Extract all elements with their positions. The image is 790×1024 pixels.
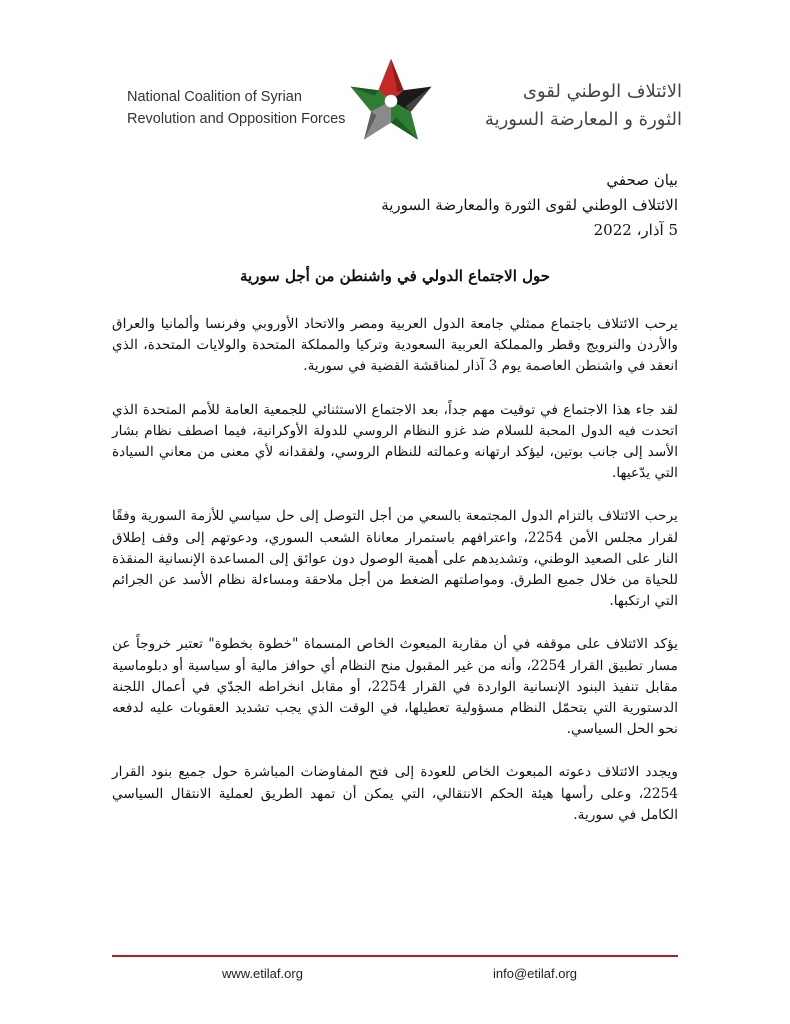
statement-date: 5 آذار، 2022 — [593, 221, 678, 239]
coalition-star-logo — [346, 56, 436, 146]
statement-body — [112, 314, 678, 848]
document-type: بيان صحفي — [606, 171, 678, 189]
statement-meta — [118, 168, 678, 243]
arabic-organization-name — [452, 78, 682, 134]
email-link[interactable]: info@etilaf.org — [493, 966, 578, 981]
english-organization-name — [127, 86, 367, 130]
arabic-name-line-1: الائتلاف الوطني لقوى — [522, 81, 682, 102]
statement-title: حول الاجتماع الدولي في واشنطن من أجل سورية — [239, 267, 551, 285]
paragraph: ويجدد الائتلاف دعوته المبعوث الخاص للعودة إلى فتح المفاوضات المباشرة حول جميع بنود القرار 2254، وعلى رأسها هيئة الحكم الانتقالي، التي يمكن أن تمهد الطريق لعملية الانتقال السياسي الكامل في سورية. — [112, 764, 678, 823]
paragraph: يرحب الائتلاف بالتزام الدول المجتمعة بالسعي من أجل التوصل إلى حل سياسي للأزمة السورية وفقًا لقرار مجلس الأمن 2254، واعترافهم باستمرار معاناة الشعب السوري، ودعوتهم إلى وقف إطلاق النار على الصعيد الوطني، وتشديدهم على أهمية الوصول دون عوائق إلى المساعدة الإنسانية المنقذة للحياة من خلال جميع الطرق. ومواصلتهم الضغط من أجل ملاحقة ومساءلة نظام الأسد عن الجرائم التي ارتكبها. — [112, 508, 678, 610]
footer-divider — [112, 955, 678, 957]
website-link[interactable]: www.etilaf.org — [222, 966, 303, 981]
arabic-name-line-2: الثورة و المعارضة السورية — [484, 109, 682, 130]
issuer-name: الائتلاف الوطني لقوى الثورة والمعارضة السورية — [381, 196, 678, 214]
paragraph: يؤكد الائتلاف على موقفه في أن مقاربة المبعوث الخاص المسماة "خطوة بخطوة" تعتبر خروجاً عن مسار تطبيق القرار 2254، وأنه من غير المقبول منح النظام أي حوافز مالية أو سياسية أو دبلوماسية مقابل تنفيذ البنود الإنسانية الواردة في القرار 2254، أو مقابل انخراطه الجدّي في أعمال اللجنة الدستورية التي يتحمّل النظام مسؤولية تعطيلها، في الوقت الذي يجب تشديد العقوبات عليه لدفعه نحو الحل السياسي. — [112, 636, 679, 738]
paragraph: لقد جاء هذا الاجتماع في توقيت مهم جداً، بعد الاجتماع الاستثنائي للجمعية العامة للأمم المتحدة الذي اتحدت فيه الدول المحبة للسلام ضد غزو النظام الروسي للدولة الأوكرانية، فيما اصطف نظام بشار الأسد إلى جانب بوتين، ليؤكد ارتهانه وعمالته للنظام الروسي، ولفقدانه لأي معنى من معاني السيادة التي يدّعيها. — [112, 401, 678, 482]
english-name-line-1: National Coalition of Syrian — [127, 89, 302, 105]
paragraph: يرحب الائتلاف باجتماع ممثلي جامعة الدول العربية ومصر والاتحاد الأوروبي وفرنسا وألمانيا والعراق والأردن والنرويج وقطر والمملكة العربية السعودية وتركيا والمملكة المتحدة والولايات المتحدة، الذي انعقد في واشنطن العاصمة يوم 3 آذار لمناقشة القضية في سورية. — [112, 316, 678, 375]
letterhead — [0, 0, 790, 150]
english-name-line-2: Revolution and Opposition Forces — [127, 111, 346, 127]
